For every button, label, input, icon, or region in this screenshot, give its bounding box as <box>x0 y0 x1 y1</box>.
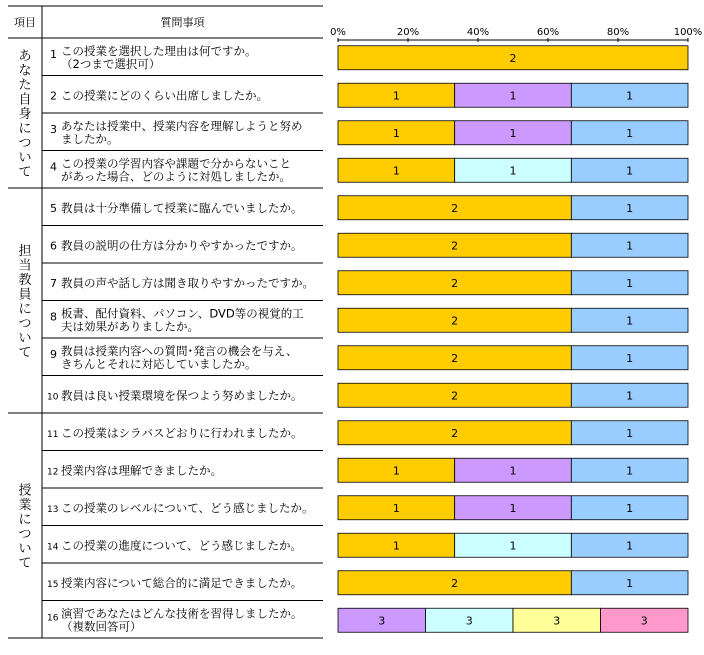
bar-segment-label: 2 <box>451 576 459 590</box>
bar-segment-label: 2 <box>451 314 459 328</box>
bar-segment-label: 3 <box>640 614 648 628</box>
question-text: この授業のレベルについて、どう感じましたか。 <box>61 500 314 515</box>
bar-segment-label: 1 <box>626 351 634 365</box>
bar-segment-label: 1 <box>392 464 400 478</box>
bar-segment-label: 1 <box>626 576 634 590</box>
bar-segment-label: 1 <box>626 201 634 215</box>
bar-segment-label: 1 <box>509 89 517 103</box>
question-number: 14 <box>47 542 59 553</box>
question-number: 11 <box>47 429 59 440</box>
question-number: 15 <box>47 579 59 590</box>
question-text: 教員は十分準備して授業に臨んでいましたか。 <box>61 200 303 215</box>
bar-segment-label: 1 <box>509 539 517 553</box>
bar-segment-label: 1 <box>392 164 400 178</box>
question-text: 板書、配付資料、パソコン、DVD等の視覚的工 <box>61 306 304 321</box>
bar-segment-label: 1 <box>626 389 634 403</box>
bar-segment-label: 3 <box>553 614 561 628</box>
bar-segment-label: 2 <box>451 239 459 253</box>
bar-segment-label: 1 <box>509 464 517 478</box>
bar-segment-label: 3 <box>465 614 473 628</box>
section-label: 授業について <box>18 483 32 571</box>
x-tick-label: 60% <box>536 27 560 38</box>
bar-segment-label: 2 <box>451 351 459 365</box>
question-number: 5 <box>50 201 57 215</box>
bar-segment-label: 2 <box>451 389 459 403</box>
question-number: 12 <box>47 467 59 478</box>
question-text: （2つまで選択可） <box>61 56 161 71</box>
question-text: があった場合、どのように対処しましたか。 <box>61 169 291 184</box>
question-number: 10 <box>47 392 59 403</box>
question-text: あなたは授業中、授業内容を理解しようと努め <box>61 118 303 133</box>
question-text: 演習であなたはどんな技術を習得しましたか。 <box>61 606 303 621</box>
question-number: 2 <box>50 89 57 103</box>
question-text: この授業の学習内容や課題で分からないこと <box>61 156 291 171</box>
bar-segment-label: 1 <box>392 501 400 515</box>
bar-segment-label: 2 <box>451 426 459 440</box>
bar-segment-label: 1 <box>626 126 634 140</box>
question-number: 7 <box>50 276 57 290</box>
x-tick-label: 80% <box>606 27 630 38</box>
question-number: 1 <box>50 47 57 61</box>
question-number: 16 <box>47 613 59 624</box>
bar-segment-label: 1 <box>626 164 634 178</box>
question-text: この授業を選択した理由は何ですか。 <box>61 43 257 58</box>
percent-axis <box>330 27 702 42</box>
bar-segment-label: 2 <box>451 201 459 215</box>
x-tick-label: 0% <box>330 27 346 38</box>
question-number: 4 <box>50 160 57 174</box>
question-number: 6 <box>50 239 57 253</box>
question-text: （複数回答可） <box>61 619 142 634</box>
bar-segment-label: 1 <box>509 501 517 515</box>
question-text: 夫は効果がありましたか。 <box>61 319 199 334</box>
question-text: きちんとそれに対応していましたか。 <box>61 356 257 371</box>
question-text: 教員の説明の仕方は分かりやすかったですか。 <box>61 238 303 253</box>
bar-segment-label: 1 <box>626 539 634 553</box>
question-number: 8 <box>50 310 57 324</box>
bar-segment-label: 1 <box>509 164 517 178</box>
bar-segment-label: 1 <box>392 126 400 140</box>
section-label: 担当教員について <box>18 243 32 361</box>
bar-segment-label: 1 <box>626 276 634 290</box>
question-number: 9 <box>50 347 57 361</box>
question-text: 教員の声や話し方は聞き取りやすかったですか。 <box>61 275 314 290</box>
bar-segment-label: 1 <box>626 501 634 515</box>
x-tick-label: 100% <box>673 27 703 38</box>
bar-segment-label: 1 <box>626 314 634 328</box>
bar-segment-label: 1 <box>626 89 634 103</box>
question-text: この授業にどのくらい出席しましたか。 <box>61 88 268 103</box>
question-number: 13 <box>47 504 59 515</box>
bar-segment-label: 3 <box>378 614 386 628</box>
section-label: あなた自身について <box>18 49 32 180</box>
question-text: この授業はシラバスどおりに行われましたか。 <box>61 425 303 440</box>
question-text: 授業内容について総合的に満足できましたか。 <box>61 575 303 590</box>
bar-segment-label: 1 <box>626 464 634 478</box>
bar-segment-label: 1 <box>392 539 400 553</box>
bar-segment-label: 1 <box>626 426 634 440</box>
bar-segment-label: 1 <box>509 126 517 140</box>
question-text: ましたか。 <box>61 131 119 146</box>
stacked-bars <box>338 46 688 633</box>
question-text: 授業内容は理解できましたか。 <box>61 463 222 478</box>
question-text: 教員は良い授業環境を保つよう努めましたか。 <box>61 388 303 403</box>
bar-segment-label: 2 <box>509 51 517 65</box>
x-tick-label: 20% <box>396 27 420 38</box>
question-number: 3 <box>50 122 57 136</box>
header-question: 質問事項 <box>160 16 205 29</box>
question-text: 教員は授業内容への質問･発言の機会を与え、 <box>61 343 298 358</box>
header-category: 項目 <box>14 16 36 29</box>
bar-segment-label: 1 <box>626 239 634 253</box>
bar-segment-label: 2 <box>451 276 459 290</box>
x-tick-label: 40% <box>466 27 490 38</box>
bar-segment-label: 1 <box>392 89 400 103</box>
question-table <box>8 6 323 638</box>
question-text: この授業の進度について、どう感じましたか。 <box>61 538 303 553</box>
